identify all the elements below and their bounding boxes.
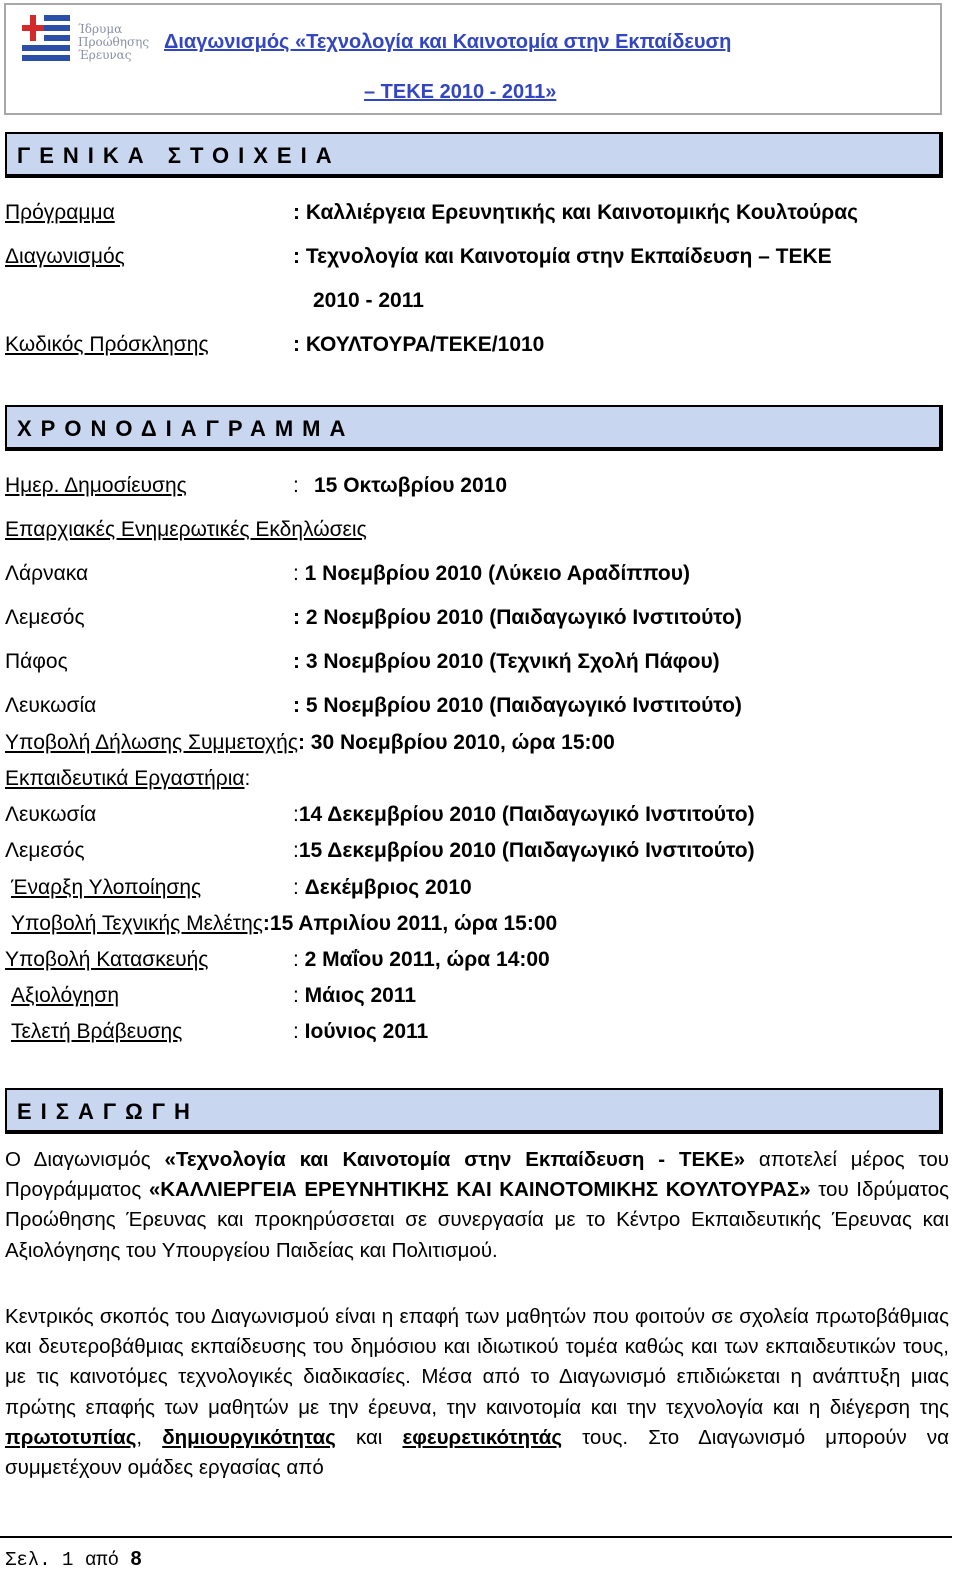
regional-event-text: 3 Νοεμβρίου 2010 (Τεχνική Σχολή Πάφου) bbox=[305, 650, 720, 673]
section-heading-introduction bbox=[5, 1088, 943, 1134]
value-award-ceremony: Ιούνιος 2011 bbox=[304, 1020, 429, 1043]
logo-text-line: Έρευνας bbox=[78, 48, 132, 62]
regional-event-text: 5 Νοεμβρίου 2010 (Παιδαγωγικό Ινστιτούτο) bbox=[305, 694, 742, 717]
value-technical-study: :15 Απριλίου 2011, ώρα 15:00 bbox=[262, 912, 558, 935]
label-competition: Διαγωνισμός bbox=[5, 245, 125, 268]
regional-event-value: : 2 Νοεμβρίου 2010 (Παιδαγωγικό Ινστιτούτο) bbox=[293, 606, 742, 629]
text-run: αποτελεί μέρος του Προγράμματος bbox=[5, 1148, 949, 1202]
workshop-text: 14 Δεκεμβρίου 2010 (Παιδαγωγικό Ινστιτούτο) bbox=[298, 803, 755, 826]
value-program: : Καλλιέργεια Ερευνητικής και Καινοτομικής Κουλτούρας bbox=[293, 201, 859, 224]
label-publication-date: Ημερ. Δημοσίευσης bbox=[5, 474, 187, 497]
regional-city: Πάφος bbox=[5, 650, 68, 673]
value-construction-row: : 2 Μαΐου 2011, ώρα 14:00 bbox=[293, 948, 550, 971]
workshop-value: :14 Δεκεμβρίου 2010 (Παιδαγωγικό Ινστιτούτο) bbox=[293, 803, 755, 826]
workshop-value: :15 Δεκεμβρίου 2010 (Παιδαγωγικό Ινστιτούτο) bbox=[293, 839, 755, 862]
regional-event-text: 1 Νοεμβρίου 2010 (Λύκειο Αραδίππου) bbox=[304, 562, 690, 585]
value-competition-years: 2010 - 2011 bbox=[313, 289, 424, 312]
text-run: Κεντρικός σκοπός του Διαγωνισμού είναι η επαφή των μαθητών που φοιτούν σε σχολεία πρωτοβάθμιας και δευτεροβάθμιας εκπαίδευσης του δημόσιου και ιδιωτικού τομέα καθώς και των εκπαιδευτικών τους, με τις καινοτόμες τεχνολογικές διαδικασίες. Μέσα από το Διαγωνισμό επιδιώκεται η ανάπτυξη μιας πρώτης επαφής των μαθητών με την έρευνα, την καινοτομία και την τεχνολογία και η διέγερση της bbox=[5, 1305, 949, 1419]
regional-city: Λάρνακα bbox=[5, 562, 89, 585]
label-award-ceremony: Τελετή Βράβευσης bbox=[11, 1020, 183, 1043]
intro-paragraph-1 bbox=[5, 1145, 949, 1266]
text-run-emphasis: πρωτοτυπίας bbox=[5, 1425, 137, 1449]
regional-city: Λεμεσός bbox=[5, 606, 85, 629]
text-run: Ο Διαγωνισμός bbox=[5, 1148, 165, 1171]
text-run-bold: «ΚΑΛΛΙΕΡΓΕΙΑ ΕΡΕΥΝΗΤΙΚΗΣ ΚΑΙ ΚΑΙΝΟΤΟΜΙΚΗΣ ΚΟΥΛΤΟΥΡΑΣ» bbox=[148, 1178, 811, 1202]
regional-event-value: : 5 Νοεμβρίου 2010 (Παιδαγωγικό Ινστιτούτο) bbox=[293, 694, 742, 717]
text-run: , bbox=[136, 1425, 163, 1449]
value-award-row: : Ιούνιος 2011 bbox=[293, 1020, 429, 1043]
label-call-code: Κωδικός Πρόσκλησης bbox=[5, 333, 209, 356]
text-run-bold: «Τεχνολογία και Καινοτομία στην Εκπαίδευση - ΤΕΚΕ» bbox=[164, 1148, 746, 1171]
value-participation-declaration: : 30 Νοεμβρίου 2010, ώρα 15:00 bbox=[297, 731, 615, 754]
section-heading-schedule bbox=[5, 405, 943, 451]
logo-text-line: Προώθησης bbox=[78, 35, 150, 49]
workshop-city: Λευκωσία bbox=[5, 803, 97, 826]
regional-event-value: : 3 Νοεμβρίου 2010 (Τεχνική Σχολή Πάφου) bbox=[293, 650, 720, 673]
value-evaluation-row: : Μάιος 2011 bbox=[293, 984, 417, 1007]
text-run-emphasis: εφευρετικότητάς bbox=[402, 1425, 562, 1449]
text-run: τους. Στο Διαγωνισμό μπορούν να συμμετέχουν ομάδες εργασίας από bbox=[5, 1425, 949, 1480]
regional-city: Λευκωσία bbox=[5, 694, 97, 717]
section-heading-general bbox=[5, 132, 943, 178]
label-implementation-start: Έναρξη Υλοποίησης bbox=[11, 876, 202, 899]
document-header bbox=[4, 3, 942, 115]
value-implementation-start: Δεκέμβριος 2010 bbox=[304, 876, 472, 899]
rpf-logo bbox=[20, 11, 160, 71]
label-evaluation: Αξιολόγηση bbox=[11, 984, 120, 1007]
colon-publication-date: : bbox=[293, 474, 299, 497]
page-number-prefix: Σελ. 1 από bbox=[5, 1549, 120, 1571]
section-heading-text: ΕΙΣΑΓΩΓΗ bbox=[17, 1099, 199, 1124]
workshops-row bbox=[5, 766, 250, 792]
header-title-line1: Διαγωνισμός «Τεχνολογία και Καινοτομία στην Εκπαίδευση bbox=[164, 31, 732, 53]
text-run: και bbox=[335, 1425, 403, 1449]
value-publication-date: 15 Οκτωβρίου 2010 bbox=[314, 474, 508, 497]
label-regional-events: Επαρχιακές Ενημερωτικές Εκδηλώσεις bbox=[5, 518, 367, 541]
page-number bbox=[5, 1548, 142, 1571]
workshop-text: 15 Δεκεμβρίου 2010 (Παιδαγωγικό Ινστιτούτο) bbox=[298, 839, 755, 862]
regional-event-value: : 1 Νοεμβρίου 2010 (Λύκειο Αραδίππου) bbox=[293, 562, 690, 585]
section-heading-text: ΧΡΟΝΟΔΙΑΓΡΑΜΜΑ bbox=[17, 416, 355, 441]
label-construction-submission: Υποβολή Κατασκευής bbox=[5, 948, 209, 971]
page-number-total: 8 bbox=[130, 1548, 142, 1570]
logo-flag-icon bbox=[20, 11, 72, 67]
label-workshops: Εκπαιδευτικά Εργαστήρια bbox=[5, 767, 245, 790]
value-competition: : Τεχνολογία και Καινοτομία στην Εκπαίδευση – ΤΕΚΕ bbox=[293, 245, 832, 268]
section-heading-text: ΓΕΝΙΚΑ ΣΤΟΙΧΕΙΑ bbox=[17, 143, 341, 168]
regional-event-text: 2 Νοεμβρίου 2010 (Παιδαγωγικό Ινστιτούτο) bbox=[305, 606, 742, 629]
text-run-emphasis: δημιουργικότητας bbox=[162, 1425, 336, 1449]
header-title-line2: – ΤΕΚΕ 2010 - 2011» bbox=[364, 81, 557, 103]
text-run: του Ιδρύματος Προώθησης Έρευνας και προκηρύσσεται σε συνεργασία με το Κέντρο Εκπαιδευτικής Έρευνας και Αξιολόγησης του Υπουργείου Παιδείας και Πολιτισμού. bbox=[5, 1178, 950, 1262]
workshop-city: Λεμεσός bbox=[5, 839, 85, 862]
label-technical-study: Υποβολή Τεχνικής Μελέτης bbox=[11, 912, 263, 935]
value-evaluation: Μάιος 2011 bbox=[304, 984, 417, 1007]
study-row bbox=[11, 911, 557, 937]
label-participation-declaration: Υποβολή Δήλωσης Συμμετοχής bbox=[5, 731, 298, 754]
intro-paragraph-2 bbox=[5, 1302, 949, 1483]
value-construction-submission: 2 Μαΐου 2011, ώρα 14:00 bbox=[304, 948, 550, 971]
value-implementation-start-row: : Δεκέμβριος 2010 bbox=[293, 876, 472, 899]
declaration-row bbox=[5, 730, 615, 756]
workshops-colon: : bbox=[244, 767, 251, 790]
label-program: Πρόγραμμα bbox=[5, 201, 115, 224]
logo-text-line: Ίδρυμα bbox=[78, 22, 123, 36]
value-call-code: : ΚΟΥΛΤΟΥΡΑ/ΤΕΚΕ/1010 bbox=[293, 333, 545, 356]
footer-divider bbox=[0, 1536, 952, 1538]
